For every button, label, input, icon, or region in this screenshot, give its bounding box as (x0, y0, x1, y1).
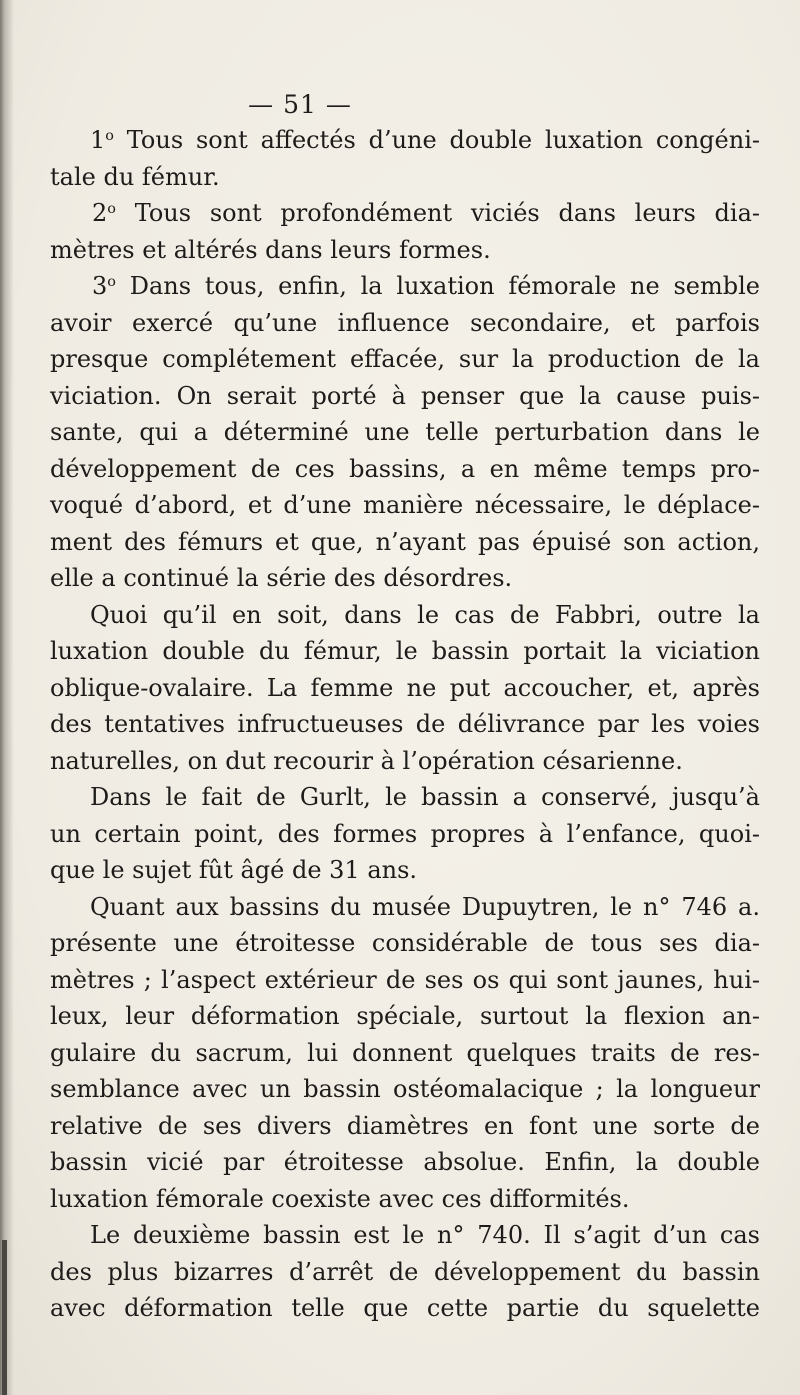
line-text: des tentatives infructueuses de délivrance par les voies (50, 710, 760, 738)
line-text: Tous sont profondément viciés dans leurs dia- (134, 199, 760, 227)
line-text: un certain point, des formes propres à l’enfance, quoi- (50, 819, 760, 848)
line-text: ment des fémurs et que, n’ayant pas épuisé son action, (50, 527, 760, 556)
page-number: — 51 — (248, 90, 352, 119)
line-text: Dans le fait de Gurlt, le bassin a conservé, jusqu’à (90, 783, 760, 811)
text-line (50, 633, 760, 670)
line-text: Quant aux bassins du musée Dupuytren, le n° 746 a. (90, 892, 760, 921)
line-text: gulaire du sacrum, lui donnent quelques traits de res- (50, 1038, 760, 1067)
text-line (50, 1290, 760, 1327)
text-line (50, 597, 760, 634)
list-marker: 3 (92, 272, 108, 300)
text-line (50, 779, 760, 816)
line-text: sante, qui a déterminé une telle perturbation dans le (50, 418, 760, 446)
text-line (50, 743, 760, 780)
text-line (50, 925, 760, 962)
line-text: luxation fémorale coexiste avec ces difformités. (50, 1184, 630, 1213)
text-line (50, 889, 760, 926)
line-text: luxation double du fémur, le bassin portait la viciation (50, 637, 760, 665)
text-line (50, 852, 760, 889)
text-line (50, 1254, 760, 1291)
text-line (50, 414, 760, 451)
text-line (50, 305, 760, 342)
text-line (50, 451, 760, 488)
text-line (50, 1181, 760, 1218)
line-text: Le deuxième bassin est le n° 740. Il s’agit d’un cas (90, 1221, 760, 1249)
line-text: avoir exercé qu’une influence secondaire, et parfois (50, 308, 760, 337)
text-line (50, 706, 760, 743)
line-text: semblance avec un bassin ostéomalacique ; la longueur (50, 1075, 760, 1103)
line-text: présente une étroitesse considérable de tous ses dia- (50, 929, 760, 957)
line-text: avec déformation telle que cette partie du squelette (50, 1294, 760, 1322)
text-line (50, 341, 760, 378)
text-line (50, 487, 760, 524)
line-text: elle a continué la série des désordres. (50, 564, 513, 592)
line-text: tale du fémur. (50, 162, 220, 191)
text-line (50, 1071, 760, 1108)
line-text: mètres ; l’aspect extérieur de ses os qui sont jaunes, hui- (50, 965, 760, 994)
line-text: leux, leur déformation spéciale, surtout la flexion an- (50, 1002, 760, 1030)
text-line (50, 998, 760, 1035)
line-text: bassin vicié par étroitesse absolue. Enfin, la double (50, 1148, 760, 1176)
list-marker: 2 (92, 199, 108, 227)
line-text: Tous sont affectés d’une double luxation congéni- (126, 126, 760, 154)
text-line (50, 378, 760, 415)
line-text: des plus bizarres d’arrêt de développement du bassin (50, 1257, 760, 1286)
text-line (50, 232, 760, 269)
binding-shadow (0, 0, 14, 1395)
text-line (50, 560, 760, 597)
line-text: Dans tous, enfin, la luxation fémorale ne semble (129, 272, 761, 300)
ordinal-sign: o (105, 128, 114, 145)
line-text: développement de ces bassins, a en même temps pro- (50, 454, 760, 483)
text-line (50, 1144, 760, 1181)
text-line (50, 159, 760, 196)
line-text: naturelles, on dut recourir à l’opération césarienne. (50, 746, 683, 775)
line-text: Quoi qu’il en soit, dans le cas de Fabbri, outre la (90, 600, 760, 629)
line-text: viciation. On serait porté à penser que la cause puis- (50, 381, 760, 410)
text-line (50, 524, 760, 561)
text-line (50, 670, 760, 707)
line-text: voqué d’abord, et d’une manière nécessaire, le déplace- (50, 491, 760, 519)
line-text: presque complétement effacée, sur la production de la (50, 345, 760, 373)
line-text: mètres et altérés dans leurs formes. (50, 235, 491, 264)
text-line (50, 1217, 760, 1254)
ordinal-sign: o (107, 201, 116, 218)
line-text: relative de ses divers diamètres en font une sorte de (50, 1111, 760, 1140)
body-text (50, 122, 760, 1327)
line-text: oblique-ovalaire. La femme ne put accoucher, et, après (50, 673, 760, 702)
line-text: que le sujet fût âgé de 31 ans. (50, 856, 418, 884)
text-line (50, 268, 760, 305)
ordinal-sign: o (107, 274, 116, 291)
list-marker: 1 (90, 126, 106, 154)
text-line (50, 195, 760, 232)
text-line (50, 1108, 760, 1145)
text-line (50, 122, 760, 159)
text-line (50, 816, 760, 853)
text-line (50, 1035, 760, 1072)
binding-edge (2, 1240, 7, 1395)
text-line (50, 962, 760, 999)
